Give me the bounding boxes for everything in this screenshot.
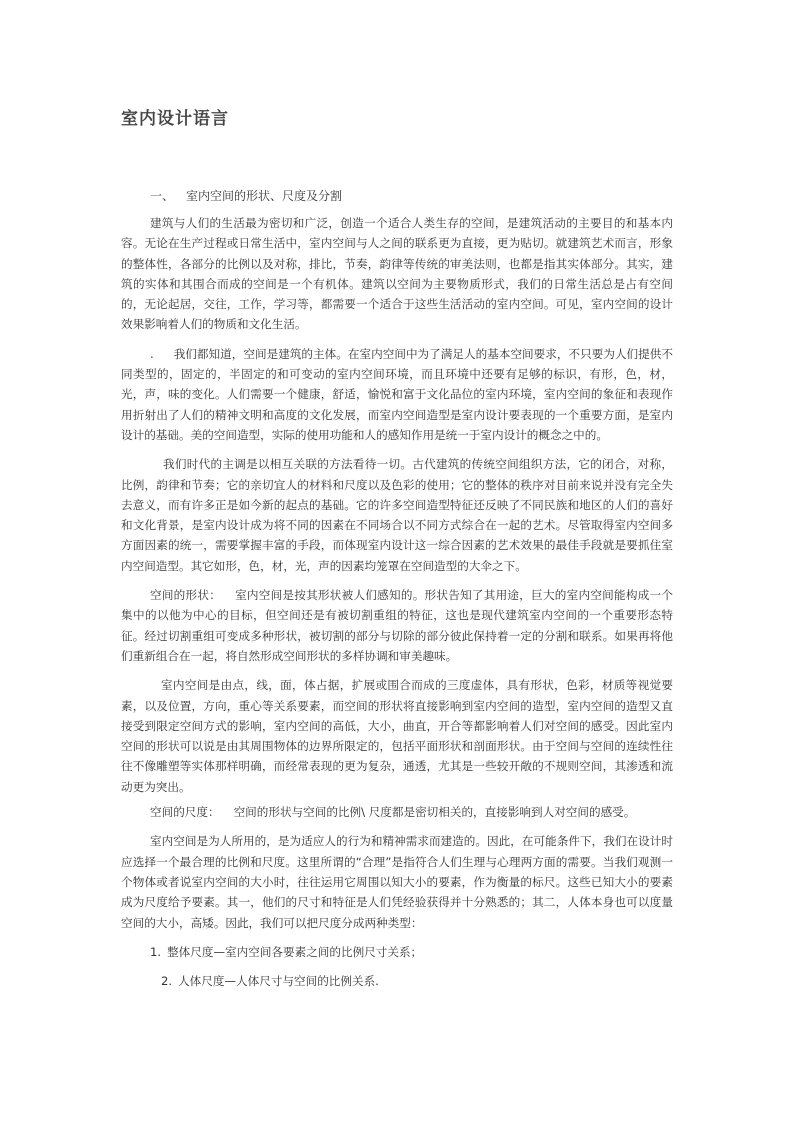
section-heading [150, 187, 342, 204]
paragraph [121, 585, 673, 666]
paragraph-text: 我们时代的主调是以相互关联的方法看待一切。古代建筑的传统空间组织方法，它的闭合，对称，比例，韵律和节奏；它的亲切宜人的材料和尺度以及色彩的使用；它的整体的秩序对目前来说并没有完全失去意义，而有许多正是如今新的起点的基础。它的许多空间造型特征还反映了不同民族和地区的人们的喜好和文化背景，是室内设计成为将不同的因素在不同场合以不同方式综合在一起的艺术。尽管取得室内空间多方面因素的统一，需要掌握丰富的手段，而体现室内设计这一综合因素的艺术效果的最佳手段就是要抓住室内空间造型。其它如形，色，材，光，声的因素均笼罩在空间造型的大伞之下。 [121, 457, 673, 573]
paragraph [121, 344, 673, 445]
paragraph [121, 831, 673, 932]
list-number: 2. [161, 973, 173, 988]
list-number: 1. [150, 944, 162, 959]
list-item [121, 942, 673, 962]
paragraph-text: 室内空间是为人所用的，是为适应人的行为和精神需求而建造的。因此，在可能条件下，我们在设计时应选择一个最合理的比例和尺度。这里所谓的“合理”是指符合人们生理与心理两方面的需要。当我们观测一个物体或者说室内空间的大小时，往往运用它周围以知大小的要素，作为衡量的标尺。这些已知大小的要素成为尺度给予要素。其一，他们的尺寸和特征是人们凭经验获得并十分熟悉的；其二，人体本身也可以度量空间的大小，高矮。因此，我们可以把尺度分成两种类型： [121, 834, 673, 930]
paragraph-lead: 空间的尺度： [150, 805, 220, 820]
paragraph-text: 室内空间是由点，线，面，体占据，扩展或围合而成的三度虚体，具有形状，色彩，材质等视觉要素，以及位置，方向，重心等关系要素，而空间的形状将直接影响到室内空间的造型，室内空间的造型又直接受到限定空间方式的影响，室内空间的高低，大小，曲直，开合等都影响着人们对空间的感受。因此室内空间的形状可以说是由其周围物体的边界所限定的，包括平面形状和剖面形状。由于空间与空间的连续性往往不像雕塑等实体那样明确，而经常表现的更为复杂，通透，尤其是一些较开敞的不规则空间，其渗透和流动更为突出。 [121, 678, 673, 794]
section-number: 一、 [150, 189, 175, 203]
paragraph-text: 室内空间是按其形状被人们感知的。形状告知了其用途，巨大的室内空间能构成一个集中的以他为中心的目标，但空间还是有被切割重组的特征，这也是现代建筑室内空间的一个重要形态特征。经过切割重组可变成多种形状，被切割的部分与切除的部分彼此保持着一定的分割和联系。如果再将他们重新组合在一起，将自然形成空间形状的多样协调和审美趣味。 [121, 588, 673, 663]
section-heading-text: 室内空间的形状、尺度及分割 [186, 189, 343, 203]
paragraph [121, 675, 673, 797]
paragraph [121, 213, 673, 335]
list-text: 整体尺度—室内空间各要素之间的比例尺寸关系； [167, 944, 423, 959]
document-body [121, 213, 673, 1000]
paragraph-text: 建筑与人们的生活最为密切和广泛，创造一个适合人类生存的空间，是建筑活动的主要目的和基本内容。无论在生产过程或日常生活中，室内空间与人之间的联系更为直接，更为贴切。就建筑艺术而言，形象的整体性，各部分的比例以及对称，排比，节奏，韵律等传统的审美法则，也都是指其实体部分。其实，建筑的实体和其围合而成的空间是一个有机体。建筑以空间为主要物质形式，我们的日常生活总是占有空间的，无论起居，交往，工作，学习等，都需要一个适合于这些生活活动的室内空间。可见，室内空间的设计效果影响着人们的物质和文化生活。 [121, 216, 673, 332]
list-item [121, 971, 673, 991]
paragraph [121, 454, 673, 576]
paragraph-text: 空间的形状与空间的比例\ 尺度都是密切相关的，直接影响到人对空间的感受。 [233, 805, 636, 820]
paragraph-text: 我们都知道，空间是建筑的主体。在室内空间中为了满足人的基本空间要求，不只要为人们提供不同类型的，固定的，半固定的和可变动的室内空间环境，而且环境中还要有足够的标识，有形，色，材，光，声，味的变化。人们需要一个健康，舒适，愉悦和富于文化品位的室内环境，室内空间的象征和表现作用折射出了人们的精神文明和高度的文化发展，而室内空间造型是室内设计要表现的一个重要方面，是室内设计的基础。美的空间造型，实际的使用功能和人的感知作用是统一于室内设计的概念之中的。 [121, 346, 673, 442]
document-title: 室内设计语言 [121, 109, 229, 129]
list-text: 人体尺度—人体尺寸与空间的比例关系. [178, 973, 379, 988]
paragraph [121, 802, 673, 822]
paragraph-lead: . [150, 346, 154, 361]
paragraph-lead: 空间的形状： [150, 588, 222, 603]
